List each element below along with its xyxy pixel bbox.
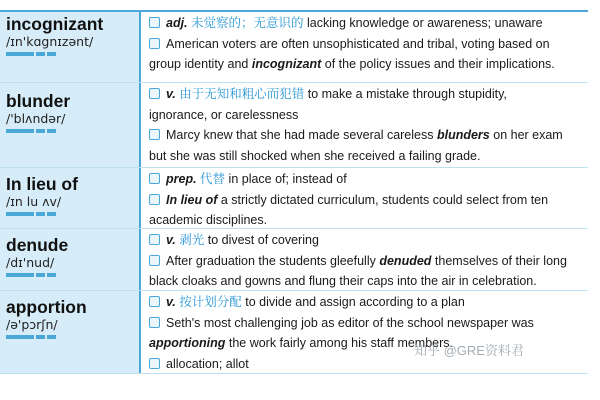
phonetic: /dɪ'nud/ — [6, 255, 55, 270]
english-meaning: to make a mistake through stupidity, — [304, 87, 507, 101]
phonetic: /'blʌndər/ — [6, 111, 66, 126]
english-meaning: ignorance, or carelessness — [149, 107, 299, 122]
entry-denude — [0, 229, 588, 291]
example-text: of the policy issues and their implications. — [321, 57, 555, 71]
example-text: group identity and — [149, 57, 252, 71]
example-keyword: denuded — [379, 253, 432, 268]
book-icon — [149, 317, 160, 328]
part-of-speech: adj. — [166, 16, 188, 30]
definition-cell — [141, 168, 588, 228]
example-line — [149, 54, 584, 75]
word-cell — [0, 291, 141, 373]
definition-cell — [141, 12, 588, 82]
word-cell — [0, 229, 141, 290]
phonetic: /ɪn'kɑgnɪzənt/ — [6, 34, 94, 49]
book-icon — [149, 358, 160, 369]
example-line — [149, 146, 584, 167]
headword: denude — [6, 235, 69, 255]
chinese-meaning: 剥光 — [179, 233, 205, 247]
book-icon — [149, 194, 160, 205]
frequency-bars — [6, 212, 139, 216]
book-icon — [149, 255, 160, 266]
definition-cell — [141, 291, 588, 373]
chinese-meaning: 由于无知和粗心而犯错 — [179, 87, 305, 101]
headword: blunder — [6, 91, 71, 111]
vocab-table — [0, 10, 588, 374]
entry-incognizant — [0, 12, 588, 83]
definition-line — [149, 169, 584, 190]
english-meaning: lacking knowledge or awareness; unaware — [303, 16, 543, 30]
book-icon — [149, 234, 160, 245]
example-line — [149, 251, 584, 272]
definition-cell — [141, 83, 588, 167]
example-keyword: incognizant — [251, 57, 322, 71]
definition-line — [149, 105, 584, 126]
example-line — [149, 210, 584, 231]
example-keyword: In lieu of — [166, 192, 218, 207]
english-meaning: to divest of covering — [204, 233, 319, 247]
book-icon — [149, 129, 160, 140]
definition-line — [149, 84, 584, 105]
frequency-bars — [6, 52, 139, 56]
example-keyword: blunders — [436, 128, 490, 142]
definition-cell — [141, 229, 588, 290]
chinese-meaning: 按计划分配 — [179, 295, 242, 309]
example-line — [149, 34, 584, 55]
synonyms: allocation; allot — [166, 356, 249, 371]
phonetic: /ɪn lu ʌv/ — [6, 194, 62, 209]
example-line — [149, 313, 584, 334]
definition-line — [149, 13, 584, 34]
example-text: on her exam — [489, 128, 563, 142]
part-of-speech: v. — [166, 233, 176, 247]
frequency-bars — [6, 129, 139, 133]
example-text: themselves of their long — [431, 253, 567, 268]
chinese-meaning: 未觉察的；无意识的 — [191, 16, 304, 30]
part-of-speech: prep. — [166, 172, 197, 186]
entry-in-lieu-of — [0, 168, 588, 229]
word-cell — [0, 12, 141, 82]
headword: incognizant — [6, 14, 104, 34]
phonetic: /ə'pɔrʃn/ — [6, 317, 58, 332]
book-icon — [149, 88, 160, 99]
example-text: Seth's most challenging job as editor of the school newspaper was — [166, 315, 534, 330]
word-cell — [0, 83, 141, 167]
definition-line — [149, 230, 584, 251]
headword: In lieu of — [6, 174, 78, 194]
example-text: a strictly dictated curriculum, students could select from ten — [217, 192, 549, 207]
example-text: academic disciplines. — [149, 213, 268, 227]
headword: apportion — [6, 297, 87, 317]
english-meaning: to divide and assign according to a plan — [241, 295, 465, 309]
example-keyword: apportioning — [149, 336, 226, 350]
example-text: but she was still shocked when she received a failing grade. — [149, 148, 481, 163]
part-of-speech: v. — [166, 295, 176, 309]
book-icon — [149, 173, 160, 184]
example-text: the work fairly among his staff members. — [225, 336, 454, 350]
book-icon — [149, 38, 160, 49]
example-line — [149, 190, 584, 211]
frequency-bars — [6, 335, 139, 339]
example-line — [149, 125, 584, 146]
english-meaning: in place of; instead of — [225, 172, 347, 186]
word-cell — [0, 168, 141, 228]
entry-apportion — [0, 291, 588, 374]
watermark: 知乎 @GRE资料君 — [414, 343, 524, 358]
example-text: American voters are often unsophisticated and tribal, voting based on — [166, 36, 550, 51]
example-text: Marcy knew that she had made several careless — [166, 128, 437, 142]
entry-blunder — [0, 83, 588, 168]
example-line — [149, 271, 584, 292]
chinese-meaning: 代替 — [200, 172, 226, 186]
book-icon — [149, 17, 160, 28]
part-of-speech: v. — [166, 87, 176, 101]
definition-line — [149, 292, 584, 313]
example-text: black cloaks and gowns and flung their caps into the air in celebration. — [149, 274, 537, 288]
example-text: After graduation the students gleefully — [166, 253, 380, 268]
frequency-bars — [6, 273, 139, 277]
book-icon — [149, 296, 160, 307]
